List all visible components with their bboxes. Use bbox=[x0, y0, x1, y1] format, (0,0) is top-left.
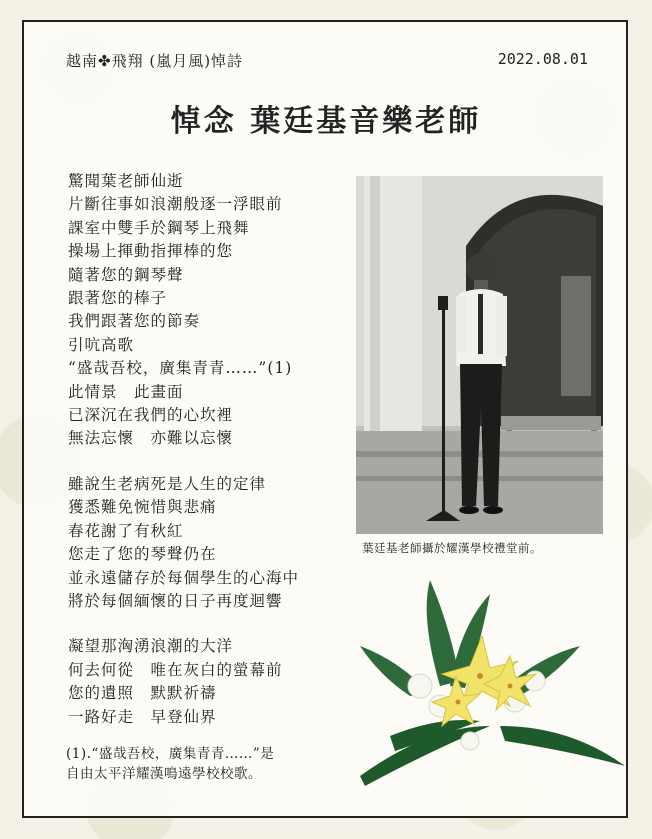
poem-line: 將於每個緬懷的日子再度迴響 bbox=[68, 591, 283, 610]
flower-bouquet-image bbox=[350, 576, 630, 786]
poem-line: 您的遺照 默默祈禱 bbox=[68, 684, 217, 703]
poem-line: “盛哉吾校，廣集青青……”(1) bbox=[68, 359, 293, 378]
photo-caption: 葉廷基老師攝於耀漢學校禮堂前。 bbox=[362, 541, 542, 555]
poem-line: 跟著您的棒子 bbox=[68, 289, 168, 308]
poem-line: 雖說生老病死是人生的定律 bbox=[68, 474, 267, 493]
poem-line: 春花謝了有秋紅 bbox=[68, 521, 184, 540]
poem-line: 課室中雙手於鋼琴上飛舞 bbox=[68, 218, 250, 237]
poem-line: 隨著您的鋼琴聲 bbox=[68, 265, 184, 284]
poem-line: 驚聞葉老師仙逝 bbox=[68, 172, 184, 190]
poem-line: 無法忘懷 亦難以忘懷 bbox=[68, 429, 234, 448]
page-title: 悼念 葉廷基音樂老師 bbox=[170, 104, 482, 139]
teacher-photo bbox=[356, 176, 603, 534]
footnote-line: (1).“盛哉吾校，廣集青青……”是 bbox=[66, 746, 275, 762]
author-line: 越南✤飛翔 (嵐月風)悼詩 bbox=[66, 52, 244, 70]
footnote-line: 自由太平洋耀漢鳴遠學校校歌。 bbox=[66, 766, 262, 782]
poem-stanza-2 bbox=[68, 473, 358, 613]
poem-line: 引吭高歌 bbox=[68, 335, 135, 354]
poem-line: 我們跟著您的節奏 bbox=[68, 312, 201, 331]
poem-line: 凝望那洶湧浪潮的大洋 bbox=[68, 637, 234, 656]
footnote bbox=[66, 744, 366, 784]
poem-line: 已深沉在我們的心坎裡 bbox=[68, 406, 234, 425]
flower-bouquet bbox=[350, 576, 630, 786]
poem-line: 獲悉難免惋惜與悲痛 bbox=[68, 498, 217, 517]
poem-line: 何去何從 唯在灰白的螢幕前 bbox=[68, 660, 283, 679]
poem-line: 一路好走 早登仙界 bbox=[68, 707, 217, 726]
poem-stanza-1 bbox=[68, 170, 358, 451]
poem-stanza-3 bbox=[68, 635, 358, 729]
poem-line: 您走了您的琴聲仍在 bbox=[68, 545, 217, 564]
date-label: 2022.08.01 bbox=[497, 50, 588, 68]
poem-line: 片斷往事如浪潮般逐一浮眼前 bbox=[68, 195, 283, 214]
teacher-photo-image bbox=[356, 176, 603, 534]
poem bbox=[68, 170, 358, 751]
poem-line: 此情景 此畫面 bbox=[68, 382, 184, 401]
poem-line: 並永遠儲存於每個學生的心海中 bbox=[68, 568, 300, 587]
poem-line: 操場上揮動指揮棒的您 bbox=[68, 242, 234, 261]
